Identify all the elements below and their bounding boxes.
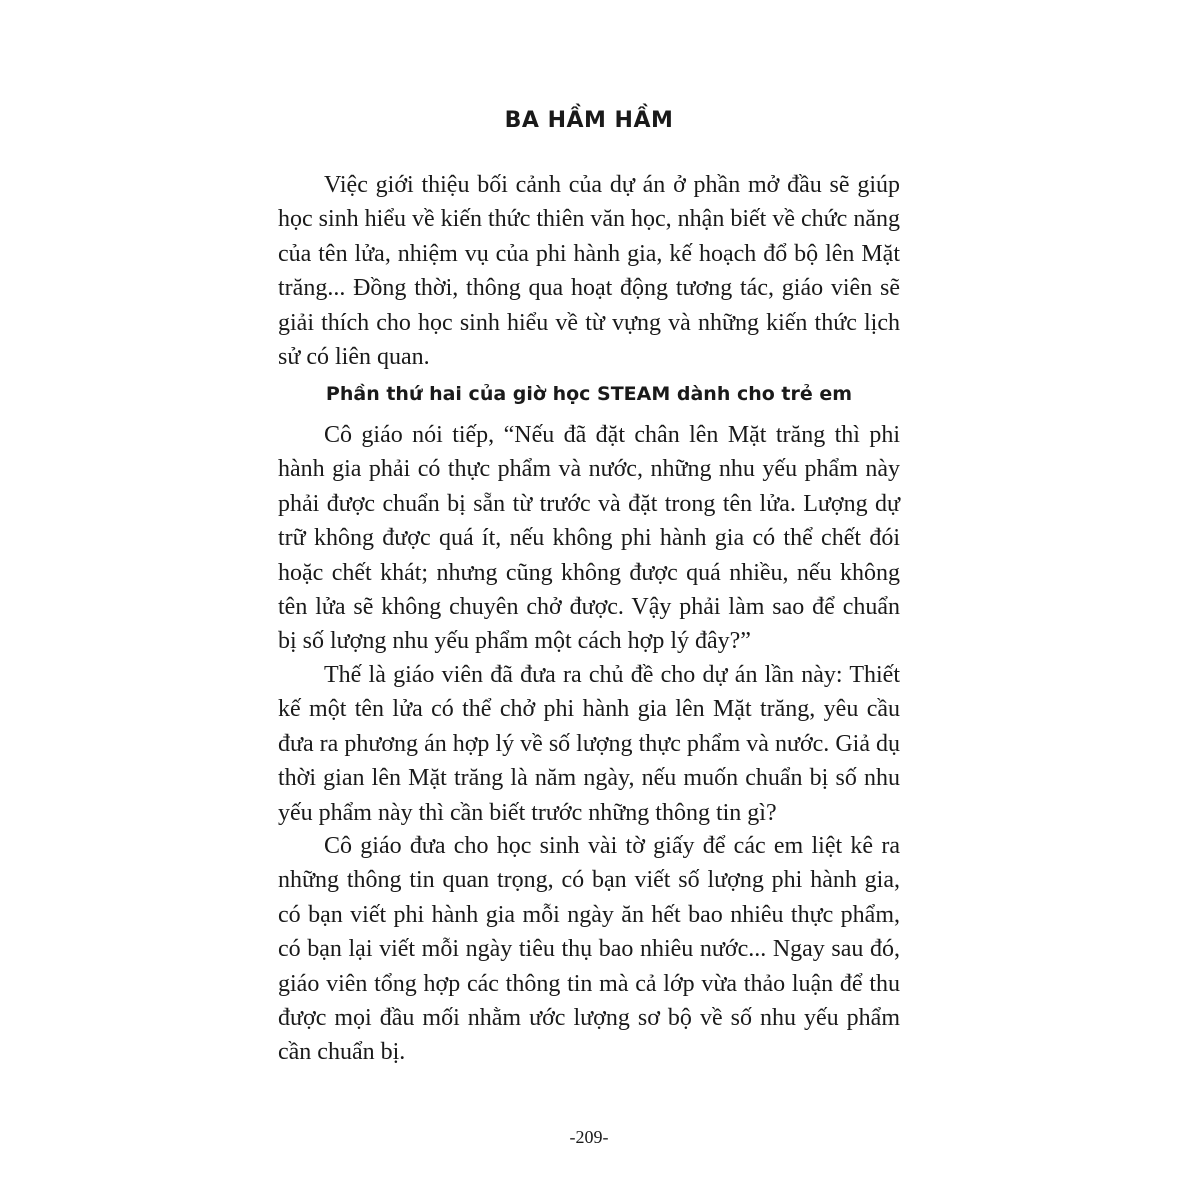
page-number: -209- (569, 1127, 609, 1147)
paragraph-1 (278, 168, 900, 374)
paragraph-3-text: Thế là giáo viên đã đưa ra chủ đề cho dự án lần này: Thiết kế một tên lửa có thể chở phi hành gia lên Mặt trăng, yêu cầu đưa ra phương án hợp lý về số lượng thực phẩm và nước. Giả dụ thời gian lên Mặt trăng là năm ngày, nếu muốn chuẩn bị số nhu yếu phẩm này thì cần biết trước những thông tin gì? (278, 662, 900, 826)
paragraph-1-text: Việc giới thiệu bối cảnh của dự án ở phần mở đầu sẽ giúp học sinh hiểu về kiến thức thiên văn học, nhận biết về chức năng của tên lửa, nhiệm vụ của phi hành gia, kế hoạch đổ bộ lên Mặt trăng... Đồng thời, thông qua hoạt động tương tác, giáo viên sẽ giải thích cho học sinh hiểu về từ vựng và những kiến thức lịch sử có liên quan. (278, 172, 900, 371)
paragraph-4-text: Cô giáo đưa cho học sinh vài tờ giấy để các em liệt kê ra những thông tin quan trọng, có bạn viết số lượng phi hành gia, có bạn viết phi hành gia mỗi ngày ăn hết bao nhiêu thực phẩm, có bạn lại viết mỗi ngày tiêu thụ bao nhiêu nước... Ngay sau đó, giáo viên tổng hợp các thông tin mà cả lớp vừa thảo luận để thu được mọi đầu mối nhằm ước lượng sơ bộ về số nhu yếu phẩm cần chuẩn bị. (278, 833, 900, 1066)
paragraph-2 (278, 418, 900, 659)
paragraph-3 (278, 658, 900, 830)
section-heading: Phần thứ hai của giờ học STEAM dành cho trẻ em (325, 383, 853, 405)
paragraph-4 (278, 829, 900, 1070)
paragraph-2-text: Cô giáo nói tiếp, “Nếu đã đặt chân lên Mặt trăng thì phi hành gia phải có thực phẩm và nước, những nhu yếu phẩm này phải được chuẩn bị sẵn từ trước và đặt trong tên lửa. Lượng dự trữ không được quá ít, nếu không phi hành gia có thể chết đói hoặc chết khát; nhưng cũng không được quá nhiều, nếu không tên lửa sẽ không chuyên chở được. Vậy phải làm sao để chuẩn bị số lượng nhu yếu phẩm một cách hợp lý đây?” (278, 422, 900, 655)
running-header: BA HẦM HẦM (504, 108, 674, 133)
book-page (278, 0, 900, 1200)
